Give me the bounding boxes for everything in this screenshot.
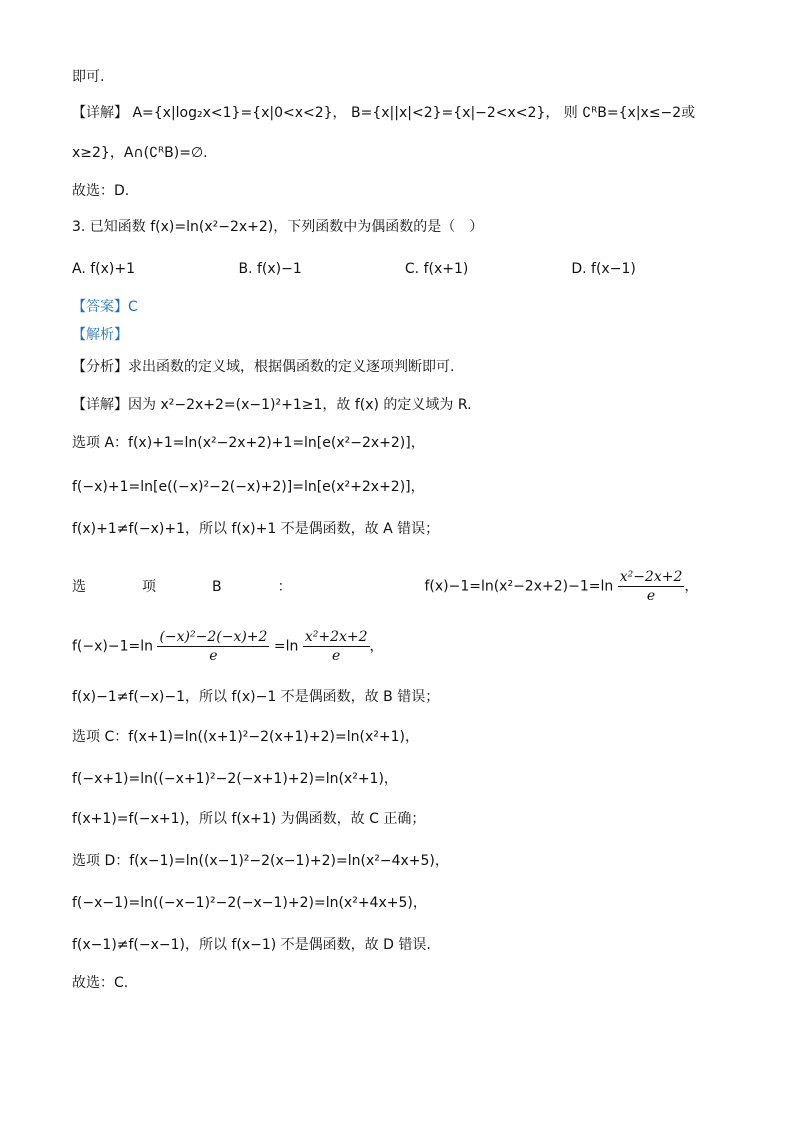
option-c-line3: f(x+1)=f(−x+1)，所以 f(x+1) 为偶函数，故 C 正确；: [72, 811, 426, 827]
option-a: A. f(x)+1: [72, 261, 136, 277]
option-b-expr: f(x)−1=ln(x²−2x+2)−1=ln: [424, 578, 614, 595]
option-d-line1: 选项 D：f(x−1)=ln((x−1)²−2(x−1)+2)=ln(x²−4x+5)，: [72, 853, 449, 869]
option-c-line1: 选项 C：f(x+1)=ln((x+1)²−2(x+1)+2)=ln(x²+1)，: [72, 729, 419, 745]
fraction: [157, 628, 269, 665]
option-c: C. f(x+1): [404, 261, 469, 277]
option-b-line3: f(x)−1≠f(−x)−1，所以 f(x)−1 不是偶函数，故 B 错误；: [72, 689, 440, 705]
question-3: 3. 已知函数 f(x)=ln(x²−2x+2)，下列函数中为偶函数的是（ ）: [72, 219, 484, 235]
option-d: D. f(x−1): [571, 261, 636, 277]
detail-text: 【详解】因为 x²−2x+2=(x−1)²+1≥1，故 f(x) 的定义域为 R.: [72, 397, 472, 413]
option-d-line3: f(x−1)≠f(−x−1)，所以 f(x−1) 不是偶函数，故 D 错误.: [72, 937, 431, 953]
fraction-numerator: x²−2x+2: [619, 569, 683, 585]
fraction-denominator: e: [209, 648, 218, 664]
text-line: 【详解】 A={x|log₂x<1}={x|0<x<2}， B={x||x|<2}={x|−2<x<2}， 则 ∁ᴿB={x|x≤−2或: [72, 105, 696, 121]
fraction-denominator: e: [646, 588, 656, 604]
option-d-line2: f(−x−1)=ln((−x−1)²−2(−x−1)+2)=ln(x²+4x+5)，: [72, 895, 427, 911]
fraction: [303, 628, 370, 665]
text-line: x≥2}，A∩(∁ᴿB)=∅.: [72, 145, 208, 161]
text-line: 即可.: [72, 69, 105, 85]
analysis-label: 【解析】: [72, 327, 128, 343]
comma: ，: [684, 578, 699, 595]
option-b2-expr: f(−x)−1=ln: [72, 638, 153, 655]
option-b: B. f(x)−1: [238, 261, 302, 277]
fraction-numerator: x²+2x+2: [304, 629, 368, 645]
option-b-line1: [72, 568, 734, 605]
option-b-prefix: 选 项 B ：: [72, 578, 292, 595]
option-a-line2: f(−x)+1=ln[e((−x)²−2(−x)+2)]=ln[e(x²+2x+2)]，: [72, 479, 425, 495]
comma: ，: [369, 638, 384, 655]
fraction: [618, 568, 685, 605]
equals-ln: =ln: [273, 638, 299, 655]
option-b-line2: [72, 628, 734, 665]
answer-label: 【答案】C: [72, 299, 138, 315]
option-a-line3: f(x)+1≠f(−x)+1，所以 f(x)+1 不是偶函数，故 A 错误；: [72, 521, 440, 537]
analysis-text: 【分析】求出函数的定义域，根据偶函数的定义逐项判断即可.: [72, 359, 455, 375]
options-row: [72, 258, 734, 280]
fraction-numerator: (−x)²−2(−x)+2: [159, 629, 268, 645]
text-line: 故选：D.: [72, 183, 130, 199]
final-answer: 故选：C.: [72, 975, 129, 991]
option-a-line1: 选项 A：f(x)+1=ln(x²−2x+2)+1=ln[e(x²−2x+2)]，: [72, 435, 425, 451]
option-c-line2: f(−x+1)=ln((−x+1)²−2(−x+1)+2)=ln(x²+1)，: [72, 771, 398, 787]
fraction-denominator: e: [332, 648, 341, 664]
